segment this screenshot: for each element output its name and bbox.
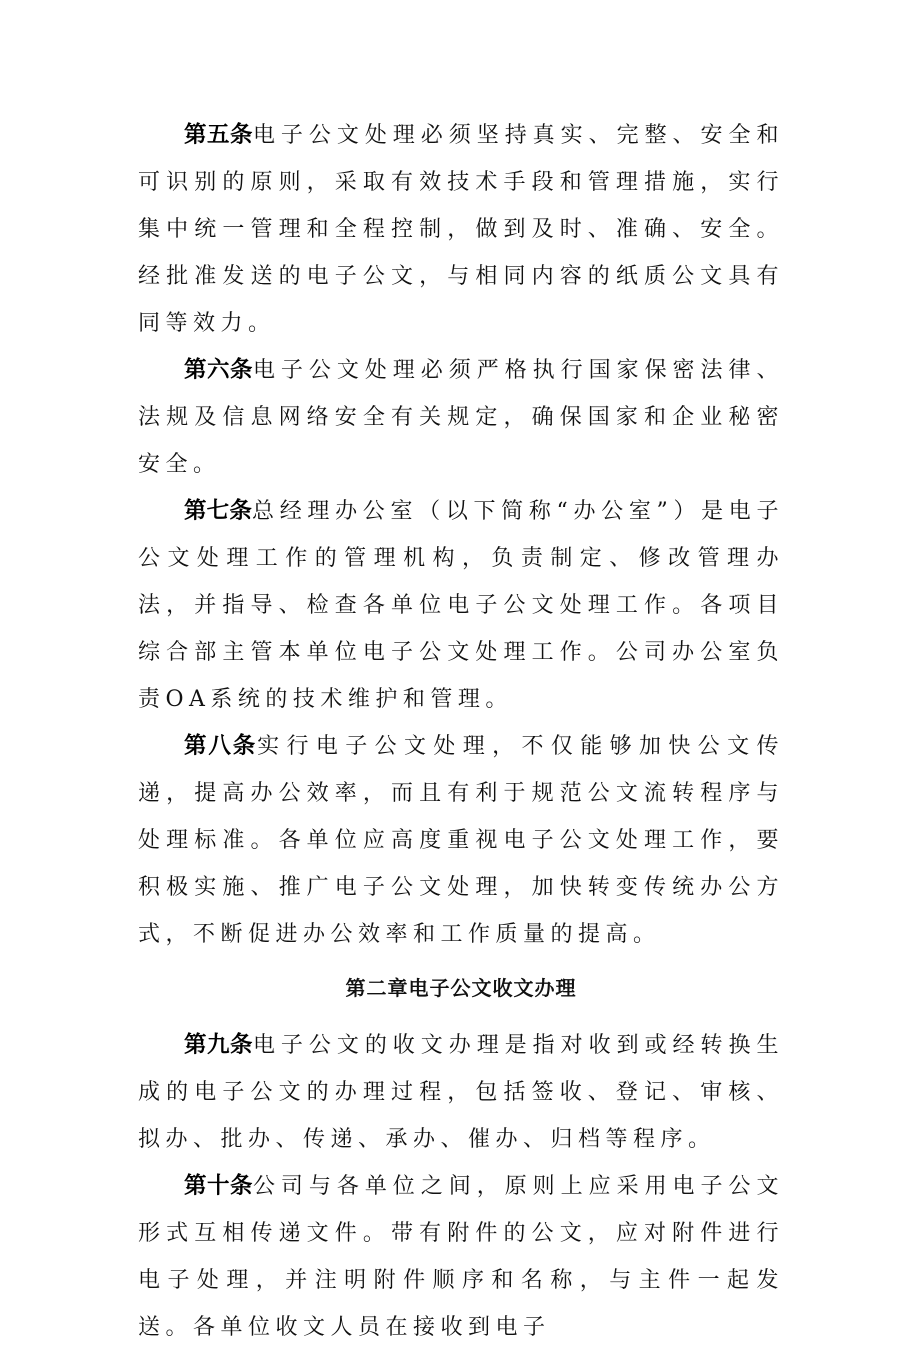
article-heading: 第五条 bbox=[184, 122, 253, 148]
article-body: 电子公文的收文办理是指对收到或经转换生成的电子公文的办理过程，包括签收、登记、审核、拟办、批办、传递、承办、催办、归档等程序。 bbox=[138, 1033, 784, 1152]
article-heading: 第六条 bbox=[184, 357, 253, 383]
article-body: 电子公文处理必须坚持真实、完整、安全和可识别的原则，采取有效技术手段和管理措施，实行集中统一管理和全程控制，做到及时、准确、安全。经批准发送的电子公文，与相同内容的纸质公文具有同等效力。 bbox=[138, 123, 784, 336]
article-10 bbox=[138, 1163, 784, 1351]
article-6 bbox=[138, 347, 784, 488]
article-7 bbox=[138, 488, 784, 723]
chapter-title: 第二章电子公文收文办理 bbox=[345, 976, 577, 1000]
document-page bbox=[138, 112, 784, 1351]
article-5 bbox=[138, 112, 784, 347]
article-body: 电子公文处理必须严格执行国家保密法律、法规及信息网络安全有关规定，确保国家和企业秘密安全。 bbox=[138, 358, 784, 477]
article-9 bbox=[138, 1022, 784, 1163]
article-heading: 第十条 bbox=[184, 1173, 253, 1199]
article-heading: 第八条 bbox=[184, 733, 258, 759]
article-heading: 第九条 bbox=[184, 1032, 253, 1058]
article-8 bbox=[138, 723, 784, 958]
article-body: 总经理办公室（以下简称“办公室”）是电子公文处理工作的管理机构，负责制定、修改管理办法，并指导、检查各单位电子公文处理工作。各项目综合部主管本单位电子公文处理工作。公司办公室负责OA系统的技术维护和管理。 bbox=[138, 499, 784, 712]
article-body: 实行电子公文处理，不仅能够加快公文传递，提高办公效率，而且有利于规范公文流转程序与处理标准。各单位应高度重视电子公文处理工作，要积极实施、推广电子公文处理，加快转变传统办公方式，不断促进办公效率和工作质量的提高。 bbox=[138, 734, 784, 947]
article-heading: 第七条 bbox=[184, 498, 253, 524]
article-body: 公司与各单位之间，原则上应采用电子公文形式互相传递文件。带有附件的公文，应对附件进行电子处理，并注明附件顺序和名称，与主件一起发送。各单位收文人员在接收到电子 bbox=[138, 1174, 784, 1340]
